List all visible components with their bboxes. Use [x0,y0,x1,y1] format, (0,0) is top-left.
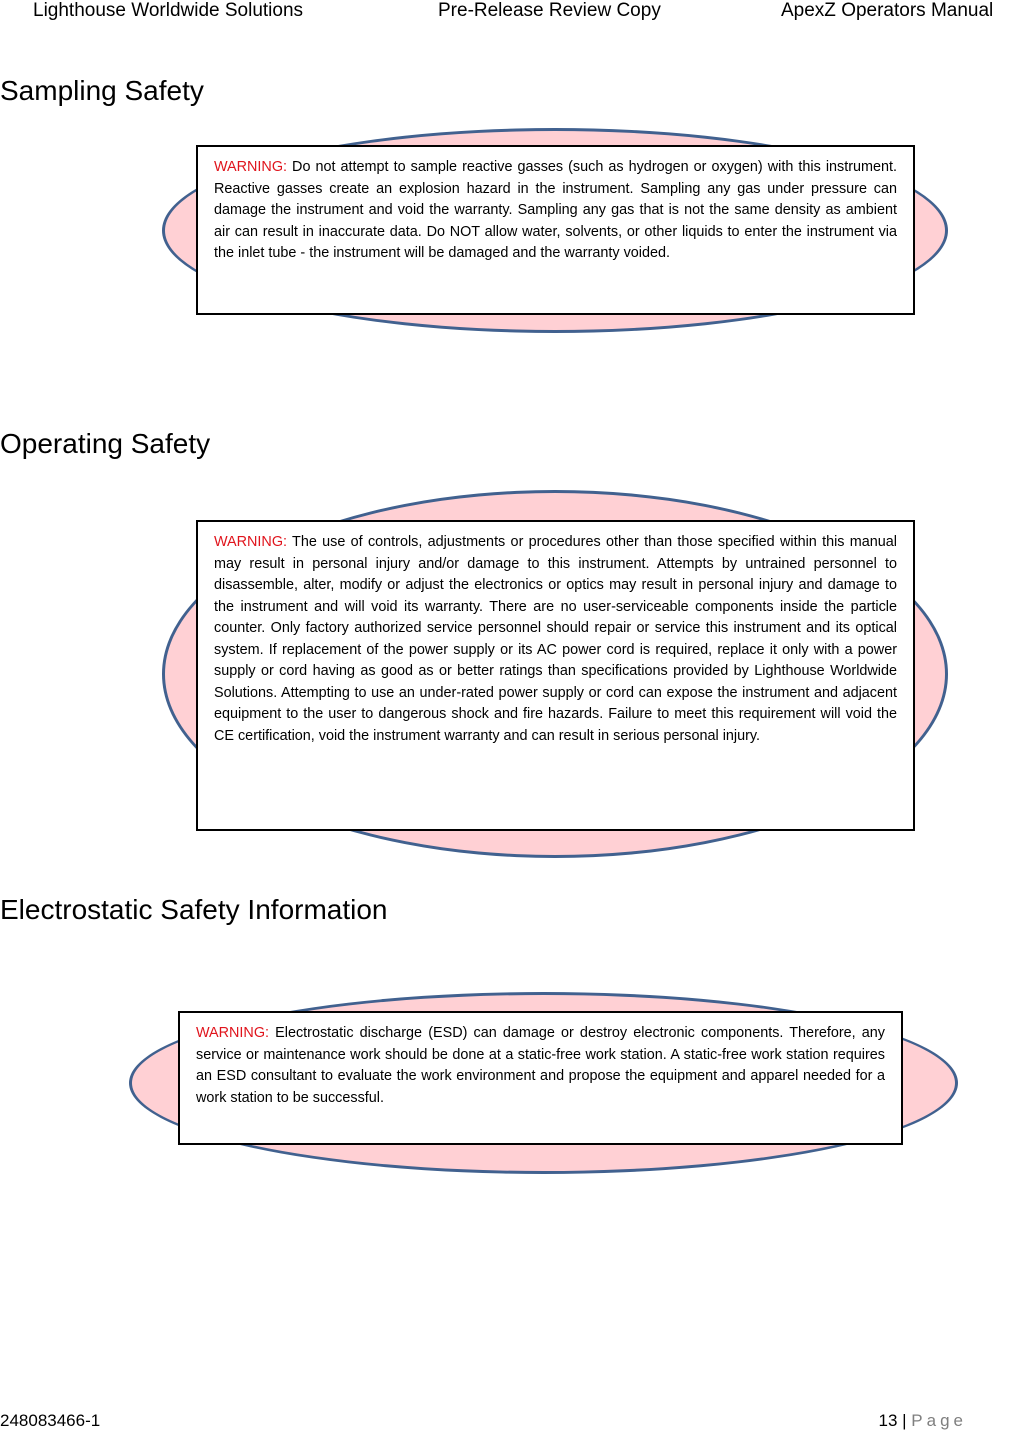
warning-text: Electrostatic discharge (ESD) can damage or destroy electronic components. Therefore, any service or maintenance work should be done at a static-free work station. A static-free work station requires an ESD consultant to evaluate the work environment and propose the equipment and apparel needed for a work station to be successful. [196,1025,885,1106]
section-title-sampling: Sampling Safety [0,75,204,106]
warning-label: WARNING: [214,534,288,550]
header-company: Lighthouse Worldwide Solutions [33,0,304,21]
page-word: Page [911,1411,967,1430]
header-status: Pre-Release Review Copy [438,0,661,21]
warning-label: WARNING: [196,1025,270,1041]
warning-box-operating [196,520,915,831]
warning-text: Do not attempt to sample reactive gasses (such as hydrogen or oxygen) with this instrument. Reactive gasses create an explosion hazard in the instrument. Sampling any gas under pressure can damage the instrument and void the warranty. Sampling any gas that is not the same density as ambient air can result in inaccurate data. Do NOT allow water, solvents, or other liquids to enter the instrument via the inlet tube - the instrument will be damaged and the warranty voided. [214,159,897,261]
section-title-electrostatic: Electrostatic Safety Information [0,894,388,925]
page-number: 13 [878,1411,898,1430]
warning-box-electrostatic [178,1011,903,1145]
footer-doc-number: 248083466-1 [0,1411,101,1430]
warning-box-sampling [196,145,915,315]
header-manual-title: ApexZ Operators Manual [781,0,994,21]
footer-page-indicator [879,1411,968,1431]
warning-label: WARNING: [214,159,288,175]
section-title-operating: Operating Safety [0,428,211,459]
warning-text: The use of controls, adjustments or procedures other than those specified within this manual may result in personal injury and/or damage to this instrument. Attempts by untrained personnel to disassemble, alter, modify or adjust the electronics or optics may result in personal injury and damage to the instrument and will void its warranty. There are no user-serviceable components inside the particle counter. Only factory authorized service personnel should repair or service this instrument and its optical system. If replacement of the power supply or its AC power cord is required, replace it only with a power supply or cord having as good as or better ratings than specifications provided by Lighthouse Worldwide Solutions. Attempting to use an under-rated power supply or cord can expose the instrument and adjacent equipment to the user to dangerous shock and fire hazards. Failure to meet this requirement will void the CE certification, void the instrument warranty and can result in serious personal injury. [214,534,897,744]
page-separator: | [897,1411,912,1430]
